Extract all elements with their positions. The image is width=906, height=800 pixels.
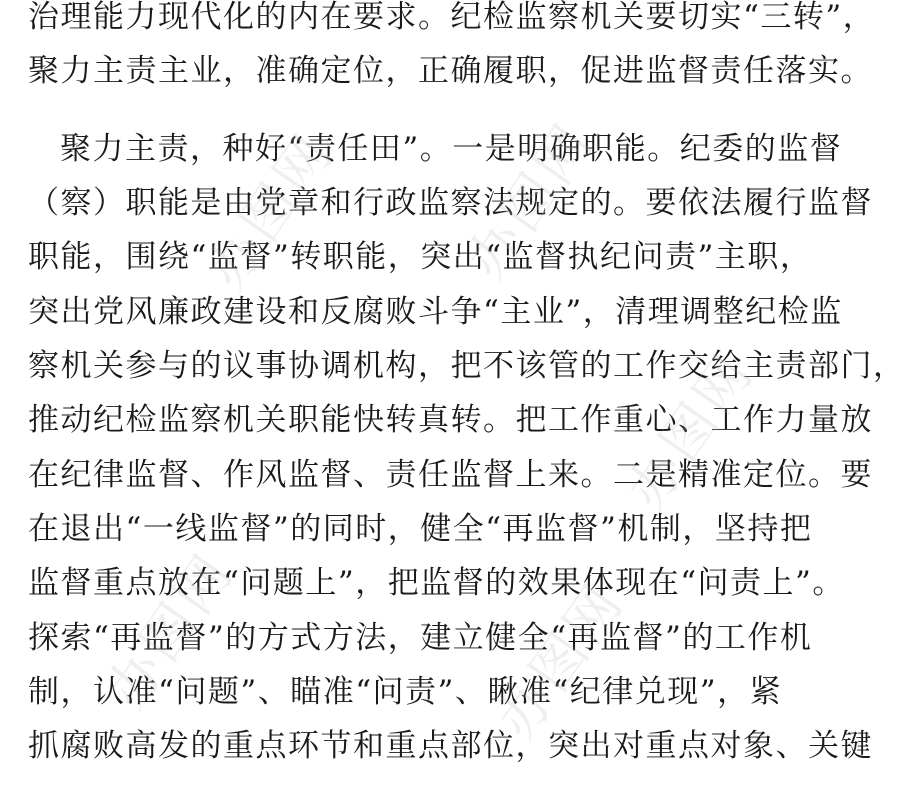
text-line-11: 监督重点放在“问题上”，把监督的效果体现在“问责上”。	[28, 565, 845, 601]
text-line-1: 治理能力现代化的内在要求。纪检监察机关要切实“三转”，	[28, 0, 876, 35]
text-line-4: （察）职能是由党章和行政监察法规定的。要依法履行监督	[28, 185, 873, 221]
text-line-7: 察机关参与的议事协调机构，把不该管的工作交给主责部门，	[28, 348, 906, 384]
text-line-10: 在退出“一线监督”的同时，健全“再监督”机制，坚持把	[28, 511, 813, 547]
text-line-8: 推动纪检监察机关职能快转真转。把工作重心、工作力量放	[28, 402, 873, 438]
watermark-4: 办图网	[94, 541, 246, 721]
watermark-3: 办图网	[614, 341, 766, 521]
text-line-6: 突出党风廉政建设和反腐败斗争“主业”，清理调整纪检监	[28, 294, 843, 330]
text-line-13: 制，认准“问题”、瞄准“问责”、瞅准“纪律兑现”，紧	[28, 674, 783, 710]
watermark-2: 办图网	[454, 111, 606, 291]
text-line-5: 职能，围绕“监督”转职能，突出“监督执纪问责”主职，	[28, 239, 813, 275]
text-line-12: 探索“再监督”的方式方法，建立健全“再监督”的工作机	[28, 620, 813, 656]
text-line-3: 聚力主责，种好“责任田”。一是明确职能。纪委的监督	[60, 131, 843, 167]
text-line-14: 抓腐败高发的重点环节和重点部位，突出对重点对象、关键	[28, 728, 873, 764]
watermark-5: 办图网	[484, 571, 636, 751]
text-line-9: 在纪律监督、作风监督、责任监督上来。二是精准定位。要	[28, 457, 873, 493]
text-line-2: 聚力主责主业，准确定位，正确履职，促进监督责任落实。	[28, 53, 873, 89]
watermark-1: 办图网	[194, 121, 346, 301]
